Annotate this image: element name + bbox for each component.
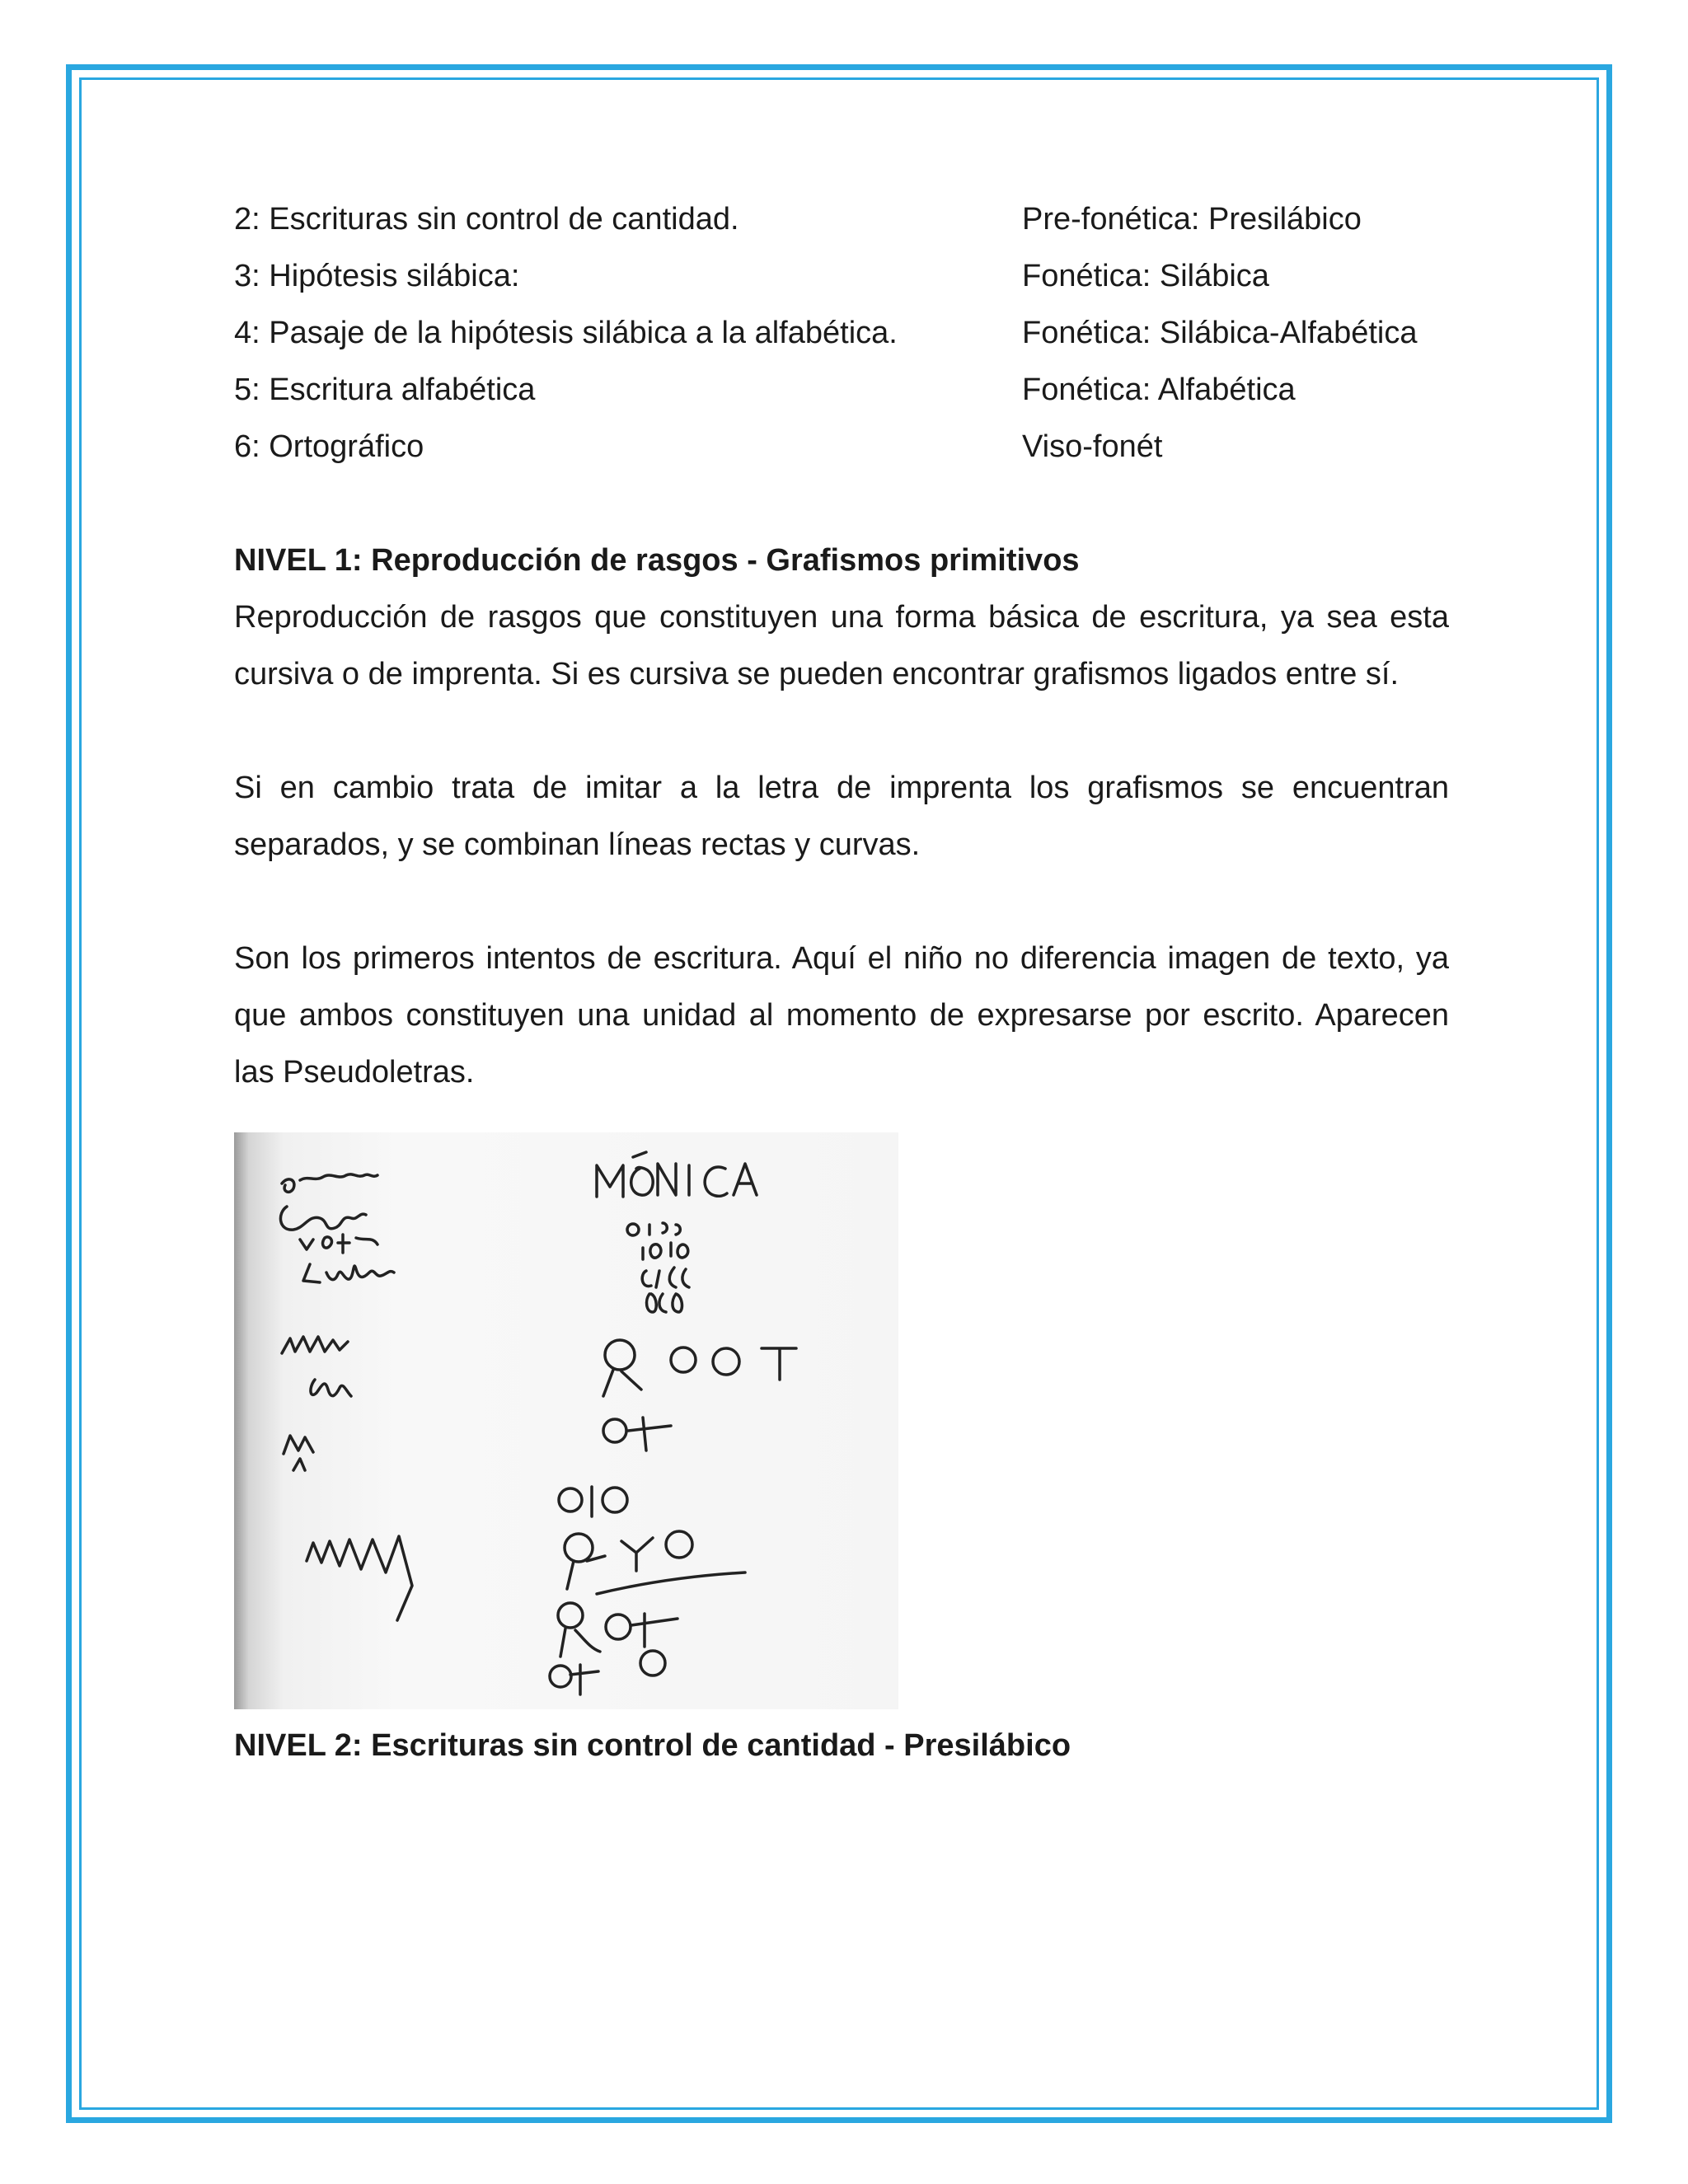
stage-classification: Fonética: Silábica-Alfabética [1022,316,1418,350]
document-content [234,191,1449,1774]
level2-heading: NIVEL 2: Escrituras sin control de cantidad - Presilábico [234,1728,1071,1763]
scribble-stroke [280,1207,366,1230]
stage-description: 4: Pasaje de la hipótesis silábica a la alfabética. [234,316,898,350]
letter-stroke [567,1556,605,1589]
zigzag-stroke [307,1536,412,1620]
stage-row [234,305,1449,362]
handwriting-sample-image [234,1132,898,1709]
letter-stroke [649,1223,680,1235]
level1-paragraph-1: Reproducción de rasgos que constituyen una forma básica de escritura, ya sea esta cursiva o de imprenta. Si es cursiva se pueden encontrar grafismos ligados entre sí. [234,600,1449,691]
zigzag-stroke [282,1337,348,1353]
level1-paragraph-2: Si en cambio trata de imitar a la letra de imprenta los grafismos se encuentran separados, y se combinan líneas rectas y curvas. [234,771,1449,862]
stage-classification: Fonética: Alfabética [1022,373,1296,407]
letter-stroke [642,1268,689,1287]
letter-stroke [621,1538,653,1571]
letter-stroke [560,1629,600,1657]
letter-stroke [628,1418,671,1451]
letter-o [603,1419,626,1442]
level1-paragraph-3: Son los primeros intentos de escritura. Aquí el niño no diferencia imagen de texto, ya que ambos constituyen una unidad al momento de expresarse por escrito. Aparecen las Pseudoletras. [234,941,1449,1090]
level1-heading: NIVEL 1: Reproducción de rasgos - Grafismos primitivos [234,543,1080,578]
scribble-stroke [282,1174,377,1193]
letter-stroke [603,1370,641,1396]
zigzag-stroke [311,1380,351,1396]
stage-row [234,419,1449,476]
zigzag-stroke [284,1436,313,1470]
underline-stroke [597,1572,745,1594]
stages-list [234,191,1449,476]
letter-stroke [647,1294,682,1312]
letter-stroke [631,1614,678,1647]
stage-classification: Fonética: Silábica [1022,259,1269,293]
stage-description: 5: Escritura alfabética [234,373,536,407]
letter-o [558,1603,583,1628]
letter-stroke [643,1243,688,1259]
stage-description: 6: Ortográfico [234,429,424,464]
scribble-stroke [303,1264,394,1282]
letter-o [605,1340,635,1370]
scribble-stroke [300,1235,377,1253]
letter-o [603,1488,627,1512]
stage-row [234,362,1449,419]
stage-classification: Pre-fonética: Presilábico [1022,202,1362,237]
stage-description: 2: Escrituras sin control de cantidad. [234,202,739,237]
letter-o [713,1348,739,1375]
handwriting-drawing [234,1132,898,1709]
letter-stroke [762,1348,796,1380]
letter-o [640,1651,665,1675]
stage-row [234,248,1449,305]
letter-o [559,1488,582,1511]
letter-o [666,1531,692,1558]
letter-o [671,1347,696,1372]
stage-classification: Viso-fonét [1022,429,1163,464]
stage-description: 3: Hipótesis silábica: [234,259,520,293]
letter-o [606,1615,631,1639]
letter-o [565,1534,593,1562]
stage-row [234,191,1449,248]
letter-o [550,1666,571,1687]
letter-stroke [597,1152,757,1197]
letter-stroke [570,1665,598,1694]
dot-mark [627,1224,639,1235]
